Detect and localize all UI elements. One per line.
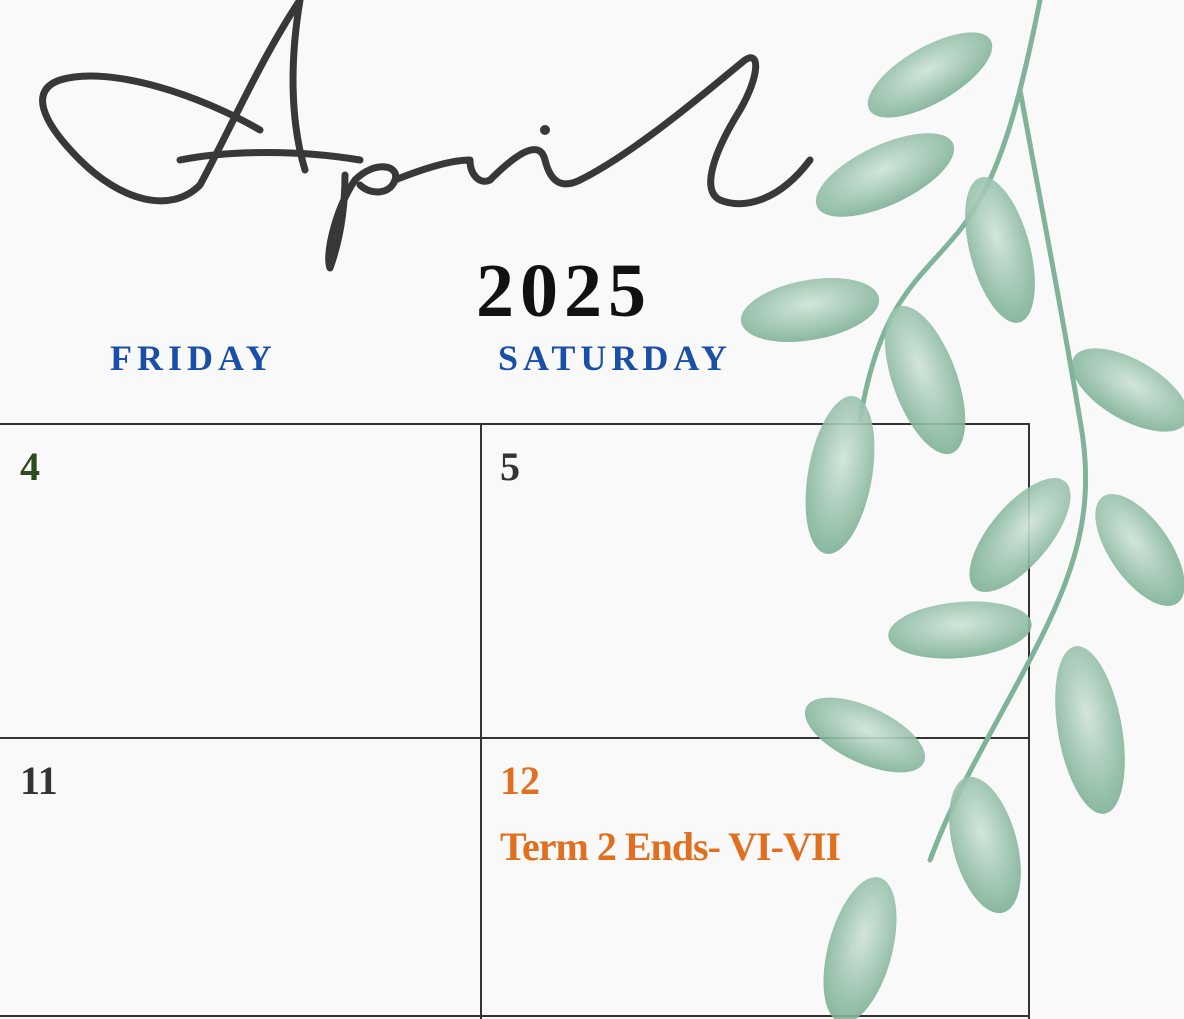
month-title-script-lettering xyxy=(0,0,840,280)
grid-right-border xyxy=(1028,423,1030,1019)
day-number-sat-5: 5 xyxy=(500,444,520,489)
day-number-fri-11: 11 xyxy=(20,758,58,803)
grid-top-line xyxy=(0,423,1030,425)
year-label: 2025 xyxy=(476,249,652,333)
day-header-saturday: SATURDAY xyxy=(498,338,733,378)
day-header-friday: FRIDAY xyxy=(110,338,277,378)
event-term-2-ends: Term 2 Ends- VI-VII xyxy=(500,824,840,869)
day-number-sat-12: 12 xyxy=(500,758,540,803)
grid-column-divider xyxy=(480,423,482,1019)
grid-bottom-line xyxy=(0,1015,1030,1017)
grid-middle-line xyxy=(0,737,1030,739)
month-title xyxy=(0,0,840,280)
day-number-fri-4: 4 xyxy=(20,444,40,489)
